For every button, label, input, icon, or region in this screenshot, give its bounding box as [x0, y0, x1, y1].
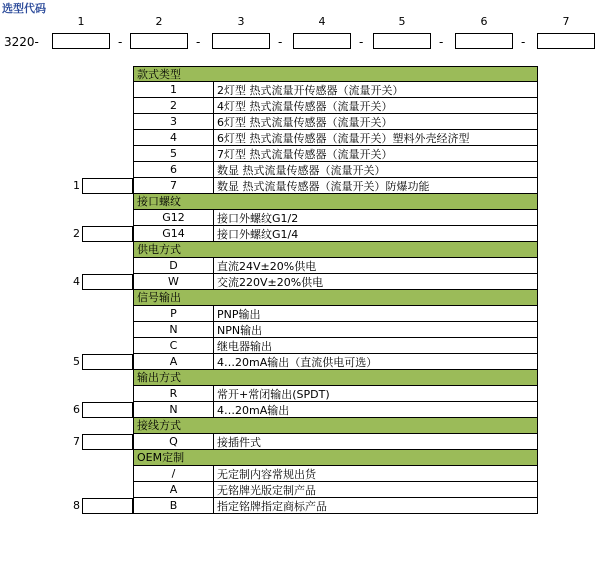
- option-code: 5: [134, 146, 214, 161]
- option-code: G14: [134, 226, 214, 241]
- code-separator: -: [118, 35, 123, 49]
- code-prefix: 3220-: [4, 35, 39, 49]
- position-marker-box: [82, 434, 133, 450]
- position-number: 5: [398, 15, 406, 28]
- table-row: [133, 354, 538, 370]
- position-marker-box: [82, 226, 133, 242]
- table-row: [133, 130, 538, 146]
- position-number: 7: [562, 15, 570, 28]
- option-code: D: [134, 258, 214, 273]
- code-input-box[interactable]: [537, 33, 595, 49]
- option-code: A: [134, 482, 214, 497]
- option-description: 指定铭牌指定商标产品: [217, 499, 327, 513]
- option-description: 数显 热式流量传感器（流量开关）: [217, 163, 386, 177]
- position-number: 4: [318, 15, 326, 28]
- option-description: 4灯型 热式流量传感器（流量开关）: [217, 99, 393, 113]
- table-row: [133, 114, 538, 130]
- option-description: PNP输出: [217, 307, 261, 321]
- section-header: 接线方式: [133, 418, 538, 434]
- option-code: 3: [134, 114, 214, 129]
- position-marker-number: 2: [73, 227, 80, 240]
- code-input-box[interactable]: [373, 33, 431, 49]
- option-description: 继电器输出: [217, 339, 272, 353]
- option-code: N: [134, 322, 214, 337]
- section-header: 信号输出: [133, 290, 538, 306]
- option-code: W: [134, 274, 214, 289]
- position-number: 1: [77, 15, 85, 28]
- code-input-box[interactable]: [293, 33, 351, 49]
- position-marker-number: 5: [73, 355, 80, 368]
- table-row: [133, 258, 538, 274]
- code-separator: -: [278, 35, 283, 49]
- option-description: 4…20mA输出: [217, 403, 290, 417]
- option-description: NPN输出: [217, 323, 263, 337]
- option-code: 2: [134, 98, 214, 113]
- section-header: 接口螺纹: [133, 194, 538, 210]
- table-row: [133, 162, 538, 178]
- position-marker-number: 1: [73, 179, 80, 192]
- option-code: R: [134, 386, 214, 401]
- table-row: [133, 498, 538, 514]
- position-marker-number: 6: [73, 403, 80, 416]
- option-description: 无铭牌光版定制产品: [217, 483, 316, 497]
- code-separator: -: [359, 35, 364, 49]
- position-marker-box: [82, 274, 133, 290]
- code-separator: -: [521, 35, 526, 49]
- option-description: 6灯型 热式流量传感器（流量开关）塑料外壳经济型: [217, 131, 470, 145]
- table-row: [133, 482, 538, 498]
- code-input-box[interactable]: [455, 33, 513, 49]
- table-row: [133, 82, 538, 98]
- table-row: [133, 274, 538, 290]
- position-number: 3: [237, 15, 245, 28]
- option-code: P: [134, 306, 214, 321]
- section-header: 输出方式: [133, 370, 538, 386]
- code-separator: -: [439, 35, 444, 49]
- position-number: 6: [480, 15, 488, 28]
- code-input-box[interactable]: [212, 33, 270, 49]
- option-description: 直流24V±20%供电: [217, 259, 317, 273]
- option-description: 交流220V±20%供电: [217, 275, 324, 289]
- option-code: 4: [134, 130, 214, 145]
- code-input-box[interactable]: [52, 33, 110, 49]
- option-description: 接口外螺纹G1/4: [217, 227, 299, 241]
- table-row: [133, 322, 538, 338]
- position-marker-box: [82, 178, 133, 194]
- position-number: 2: [155, 15, 163, 28]
- option-code: /: [134, 466, 214, 481]
- table-row: [133, 178, 538, 194]
- table-row: [133, 338, 538, 354]
- option-description: 常开+常闭输出(SPDT): [217, 387, 330, 401]
- option-code: C: [134, 338, 214, 353]
- option-code: 7: [134, 178, 214, 193]
- table-row: [133, 226, 538, 242]
- option-description: 2灯型 热式流量开传感器（流量开关）: [217, 83, 404, 97]
- section-header: OEM定制: [133, 450, 538, 466]
- table-row: [133, 466, 538, 482]
- table-row: [133, 98, 538, 114]
- table-row: [133, 386, 538, 402]
- table-row: [133, 210, 538, 226]
- option-code: 1: [134, 82, 214, 97]
- option-code: 6: [134, 162, 214, 177]
- position-marker-number: 4: [73, 275, 80, 288]
- position-marker-box: [82, 498, 133, 514]
- option-description: 数显 热式流量传感器（流量开关）防爆功能: [217, 179, 430, 193]
- option-description: 无定制内容常规出货: [217, 467, 316, 481]
- option-code: A: [134, 354, 214, 369]
- option-code: B: [134, 498, 214, 513]
- code-separator: -: [196, 35, 201, 49]
- position-marker-number: 7: [73, 435, 80, 448]
- code-input-box[interactable]: [130, 33, 188, 49]
- table-row: [133, 434, 538, 450]
- option-description: 6灯型 热式流量传感器（流量开关）: [217, 115, 393, 129]
- table-row: [133, 306, 538, 322]
- section-header: 供电方式: [133, 242, 538, 258]
- option-code: G12: [134, 210, 214, 225]
- position-marker-number: 8: [73, 499, 80, 512]
- position-marker-box: [82, 354, 133, 370]
- section-header: 款式类型: [133, 66, 538, 82]
- table-row: [133, 402, 538, 418]
- option-code: Q: [134, 434, 214, 449]
- option-description: 接插件式: [217, 435, 261, 449]
- position-marker-box: [82, 402, 133, 418]
- option-description: 7灯型 热式流量传感器（流量开关）: [217, 147, 393, 161]
- option-code: N: [134, 402, 214, 417]
- option-description: 4…20mA输出（直流供电可选）: [217, 355, 378, 369]
- table-row: [133, 146, 538, 162]
- page-title: 选型代码: [2, 2, 46, 15]
- option-description: 接口外螺纹G1/2: [217, 211, 299, 225]
